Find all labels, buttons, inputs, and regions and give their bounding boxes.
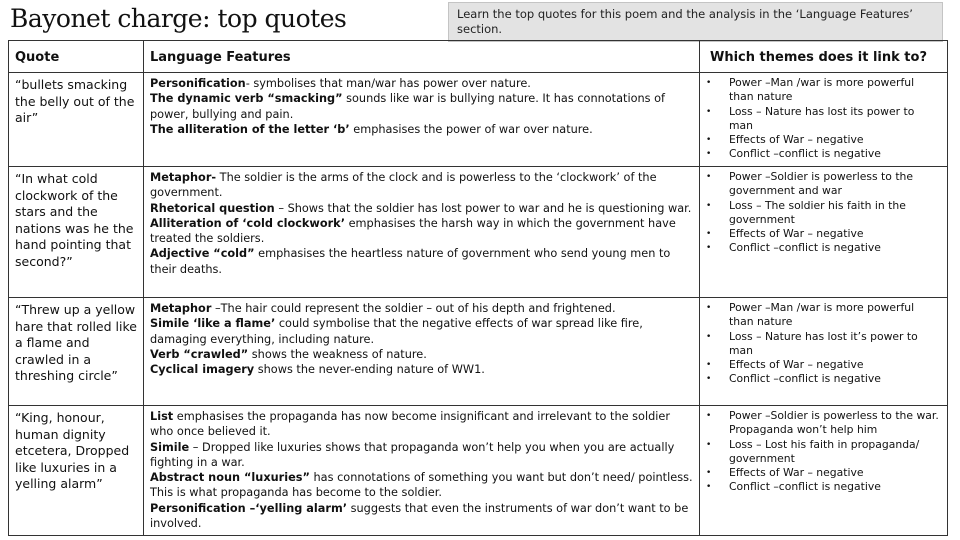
header-row (9, 41, 948, 73)
feature-text: sounds like war is bullying nature. It has connotations of power, bullying and pain. (150, 92, 666, 121)
language-features-cell (144, 73, 700, 167)
feature-line (150, 440, 693, 471)
themes-cell (700, 73, 948, 167)
feature-line (150, 316, 693, 347)
theme-item: • Effects of War – negative (729, 133, 941, 147)
theme-item: • Power –Man /war is more powerful than nature (729, 76, 941, 105)
theme-item: • Loss – The soldier his faith in the government (729, 199, 941, 228)
quote-cell: “bullets smacking the belly out of the air” (9, 73, 144, 167)
themes-cell (700, 167, 948, 298)
table-row (9, 406, 948, 536)
header-language-features: Language Features (144, 41, 700, 73)
feature-label: Metaphor- (150, 171, 217, 184)
feature-line (150, 76, 693, 91)
quote-cell: “In what cold clockwork of the stars and the nations was he the hand pointing that second?” (9, 167, 144, 298)
feature-line (150, 91, 693, 122)
quote-cell: “King, honour, human dignity etcetera, Dropped like luxuries in a yelling alarm” (9, 406, 144, 536)
feature-text: –The hair could represent the soldier – out of his depth and frightened. (211, 302, 616, 315)
feature-line (150, 122, 693, 137)
theme-item: • Conflict –conflict is negative (729, 480, 941, 494)
theme-item: • Loss – Nature has lost its power to man (729, 105, 941, 134)
theme-item: • Effects of War – negative (729, 466, 941, 480)
header-quote: Quote (9, 41, 144, 73)
feature-text: The soldier is the arms of the clock and is powerless to the ‘clockwork’ of the government. (150, 171, 657, 200)
feature-text: - symbolises that man/war has power over nature. (245, 77, 531, 90)
feature-line (150, 362, 693, 377)
feature-label: Metaphor (150, 302, 212, 315)
feature-line (150, 470, 693, 501)
feature-text: could symbolise that the negative effects of war spread like fire, damaging everything, including nature. (150, 317, 643, 346)
page-title: Bayonet charge: top quotes (10, 4, 347, 33)
header-themes: Which themes does it link to? (700, 41, 948, 73)
language-features-cell (144, 167, 700, 298)
feature-label: The dynamic verb “smacking” (150, 92, 343, 106)
theme-item: • Conflict –conflict is negative (729, 241, 941, 255)
feature-text: – Dropped like luxuries shows that propaganda won’t help you when you are actually fighting in a war. (150, 440, 675, 469)
feature-text: has connotations of something you want but don’t need/ pointless. This is what propaganda has become to the soldier. (150, 471, 693, 500)
feature-line (150, 301, 693, 316)
table-row (9, 73, 948, 167)
feature-text: emphasises the power of war over nature. (349, 122, 593, 136)
theme-item: • Conflict –conflict is negative (729, 372, 941, 386)
quote-cell: “Threw up a yellow hare that rolled like a flame and crawled in a threshing circle” (9, 298, 144, 406)
feature-label: List (150, 410, 174, 423)
themes-list (706, 301, 941, 387)
feature-label: Personification –‘yelling alarm’ (150, 501, 348, 515)
feature-line (150, 347, 693, 362)
feature-line (150, 501, 693, 532)
feature-label: Abstract noun “luxuries” (150, 471, 310, 485)
language-features-cell (144, 406, 700, 536)
themes-list (706, 170, 941, 256)
feature-label: Rhetorical question (150, 201, 275, 215)
feature-label: Alliteration of ‘cold clockwork’ (150, 216, 345, 230)
feature-label: Personification (150, 77, 246, 90)
feature-text: – Shows that the soldier has lost power to war and he is questioning war. (274, 201, 692, 215)
feature-text: shows the weakness of nature. (248, 347, 427, 361)
feature-label: Simile ‘like a flame’ (150, 317, 276, 331)
feature-line (150, 216, 693, 247)
feature-text: shows the never-ending nature of WW1. (254, 363, 485, 377)
feature-label: Simile (150, 440, 190, 454)
feature-line (150, 409, 693, 440)
feature-text: suggests that even the instruments of war don’t want to be involved. (150, 501, 689, 531)
theme-item: • Conflict –conflict is negative (729, 147, 941, 161)
table-row (9, 298, 948, 406)
theme-item: • Effects of War – negative (729, 227, 941, 241)
theme-item: • Power –Soldier is powerless to the government and war (729, 170, 941, 199)
feature-text: emphasises the harsh way in which the government have treated the soldiers. (150, 216, 676, 246)
theme-item: • Loss – Nature has lost it’s power to man (729, 330, 941, 359)
feature-text: emphasises the propaganda has now become insignificant and irrelevant to the soldier who once believed it. (150, 410, 671, 439)
themes-list (706, 76, 941, 162)
feature-label: Adjective “cold” (150, 247, 255, 261)
quotes-table (8, 40, 948, 536)
table-row (9, 167, 948, 298)
themes-cell (700, 298, 948, 406)
themes-list (706, 409, 941, 495)
feature-line (150, 201, 693, 216)
theme-item: • Effects of War – negative (729, 358, 941, 372)
feature-text: emphasises the heartless nature of government who send young men to their deaths. (150, 247, 671, 276)
feature-line (150, 170, 693, 201)
instruction-callout: Learn the top quotes for this poem and the analysis in the ‘Language Features’ section. (448, 2, 943, 42)
theme-item: • Power –Man /war is more powerful than nature (729, 301, 941, 330)
feature-label: The alliteration of the letter ‘b’ (150, 122, 350, 136)
feature-line (150, 246, 693, 277)
feature-label: Verb “crawled” (150, 347, 249, 361)
feature-label: Cyclical imagery (150, 363, 255, 377)
themes-cell (700, 406, 948, 536)
theme-item: • Loss – Lost his faith in propaganda/ government (729, 438, 941, 467)
language-features-cell (144, 298, 700, 406)
theme-item: • Power –Soldier is powerless to the war. Propaganda won’t help him (729, 409, 941, 438)
